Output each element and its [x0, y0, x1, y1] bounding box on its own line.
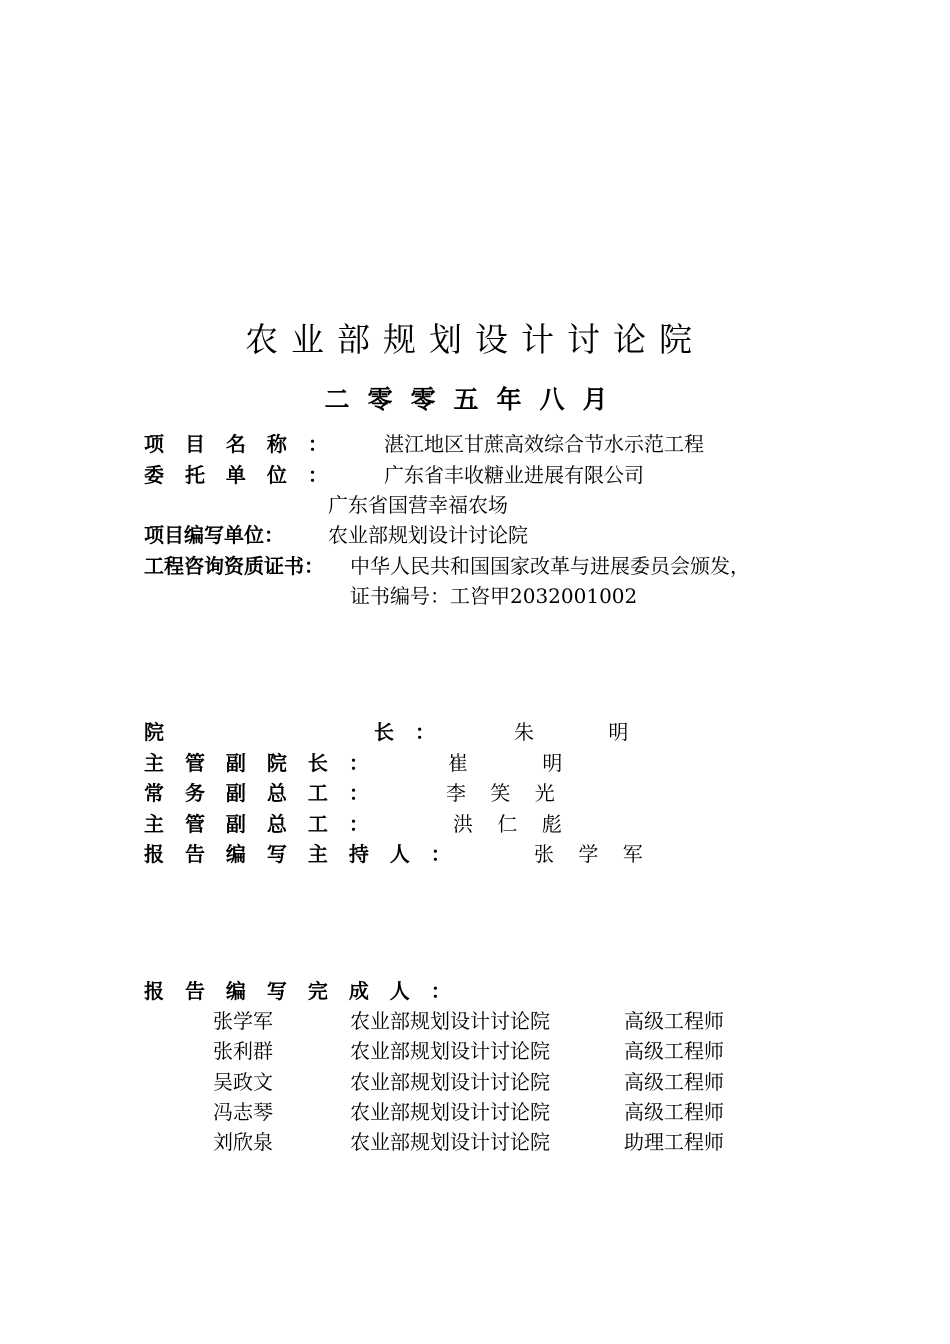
completer-title: 高级工程师	[624, 1070, 724, 1094]
completer-org: 农业部规划设计讨论院	[350, 1130, 550, 1154]
completers-label: 报 告 编 写 完 成 人 ：	[144, 979, 451, 1003]
completer-name: 张学军	[213, 1009, 273, 1033]
document-date: 二零零五年八月	[324, 385, 626, 414]
leader-1-label: 主 管 副 院 长 ：	[144, 751, 369, 775]
completer-org: 农业部规划设计讨论院	[350, 1009, 550, 1033]
leader-0-label-b: 长 ：	[374, 720, 435, 744]
client-value-1: 广东省丰收糖业进展有限公司	[384, 463, 644, 487]
completer-title: 高级工程师	[624, 1009, 724, 1033]
leader-2-label: 常 务 副 总 工 ：	[144, 781, 369, 805]
leader-0-label-a: 院	[144, 720, 164, 744]
completer-title: 高级工程师	[624, 1100, 724, 1124]
leader-3-name: 洪 仁 彪	[453, 812, 562, 836]
leader-0-name: 朱 明	[514, 720, 629, 744]
leader-3-label: 主 管 副 总 工 ：	[144, 812, 369, 836]
completer-title: 高级工程师	[624, 1039, 724, 1063]
completer-name: 吴政文	[213, 1070, 273, 1094]
document-title: 农业部规划设计讨论院	[245, 320, 705, 359]
qualification-value-2: 证书编号：工咨甲2032001002	[350, 584, 638, 608]
completer-name: 张利群	[213, 1039, 273, 1063]
qualification-value-1: 中华人民共和国国家改革与进展委员会颁发，	[350, 554, 750, 578]
completer-org: 农业部规划设计讨论院	[350, 1070, 550, 1094]
client-label: 委 托 单 位 ：	[144, 463, 328, 487]
completer-name: 刘欣泉	[213, 1130, 273, 1154]
author-org-label: 项目编写单位：	[144, 523, 284, 547]
client-value-2: 广东省国营幸福农场	[328, 493, 508, 517]
completer-org: 农业部规划设计讨论院	[350, 1100, 550, 1124]
leader-4-label: 报 告 编 写 主 持 人 ：	[144, 842, 451, 866]
completer-org: 农业部规划设计讨论院	[350, 1039, 550, 1063]
author-org-value: 农业部规划设计讨论院	[328, 523, 528, 547]
leader-1-name: 崔 明	[448, 751, 563, 775]
qualification-label: 工程咨询资质证书：	[144, 554, 324, 578]
project-name-label: 项 目 名 称 ：	[144, 432, 328, 456]
project-name-value: 湛江地区甘蔗高效综合节水示范工程	[384, 432, 704, 456]
completer-name: 冯志琴	[213, 1100, 273, 1124]
completer-title: 助理工程师	[624, 1130, 724, 1154]
leader-4-name: 张 学 军	[534, 842, 643, 866]
leader-2-name: 李 笑 光	[446, 781, 555, 805]
